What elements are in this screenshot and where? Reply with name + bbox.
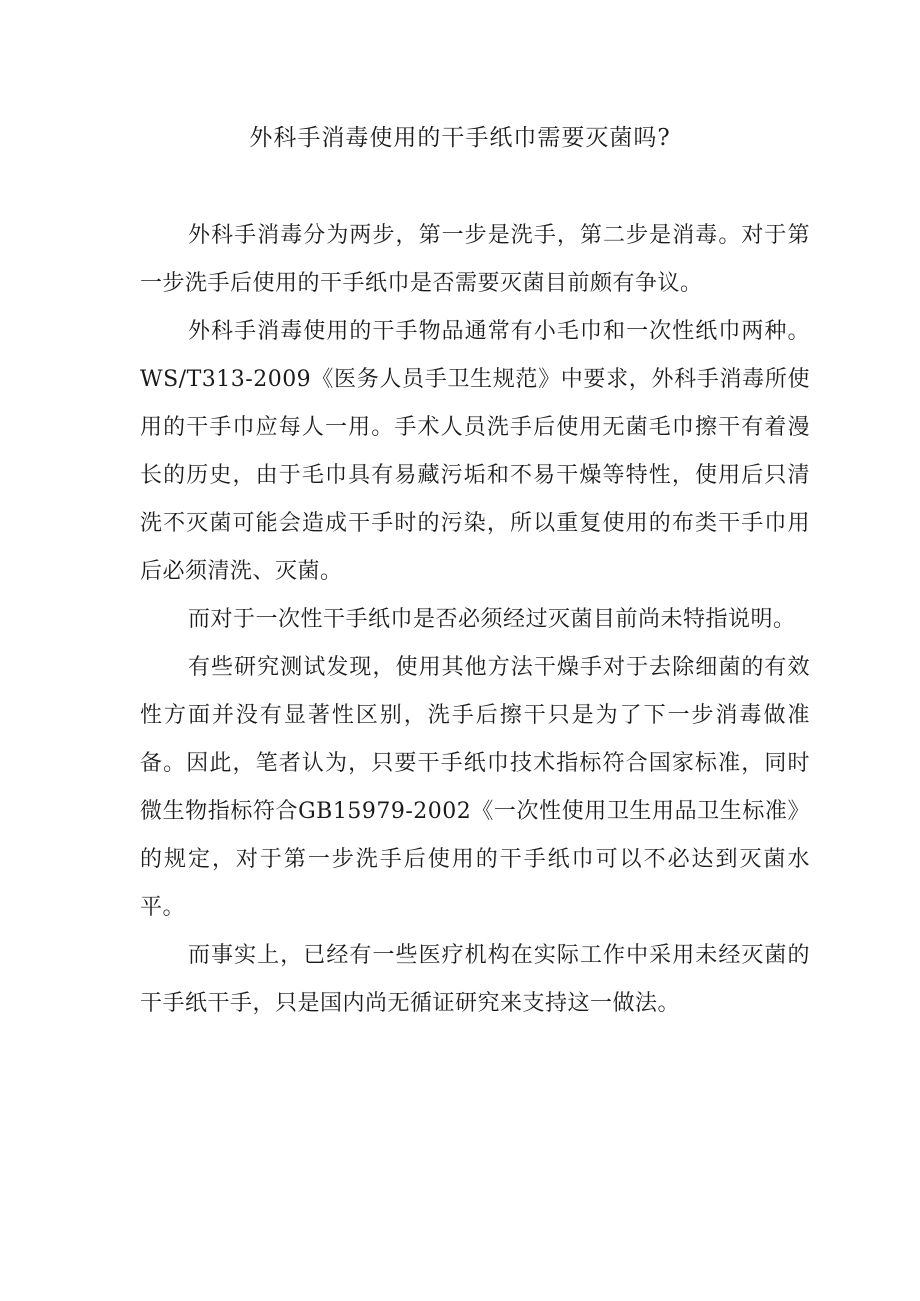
document-body xyxy=(140,212,810,1028)
paragraph-3: 而对于一次性干手纸巾是否必须经过灭菌目前尚未特指说明。 xyxy=(188,607,796,632)
paragraph-5: 而事实上，已经有一些医疗机构在实际工作中采用未经灭菌的干手纸干手，只是国内尚无循证研究来支持这一做法。 xyxy=(140,943,810,1016)
document-title: 外科手消毒使用的干手纸巾需要灭菌吗? xyxy=(249,125,671,151)
paragraph-1: 外科手消毒分为两步，第一步是洗手，第二步是消毒。对于第一步洗手后使用的干手纸巾是否需要灭菌目前颇有争议。 xyxy=(140,223,810,296)
paragraph-2: 外科手消毒使用的干手物品通常有小毛巾和一次性纸巾两种。WS/T313-2009《医务人员手卫生规范》中要求，外科手消毒所使用的干手巾应每人一用。手术人员洗手后使用无菌毛巾擦干有着漫长的历史，由于毛巾具有易藏污垢和不易干燥等特性，使用后只清洗不灭菌可能会造成干手时的污染，所以重复使用的布类干手巾用后必须清洗、灭菌。 xyxy=(140,319,810,584)
paragraph-4: 有些研究测试发现，使用其他方法干燥手对于去除细菌的有效性方面并没有显著性区别，洗手后擦干只是为了下一步消毒做准备。因此，笔者认为，只要干手纸巾技术指标符合国家标准，同时微生物指标符合GB15979-2002《一次性使用卫生用品卫生标准》的规定，对于第一步洗手后使用的干手纸巾可以不必达到灭菌水平。 xyxy=(140,655,810,920)
